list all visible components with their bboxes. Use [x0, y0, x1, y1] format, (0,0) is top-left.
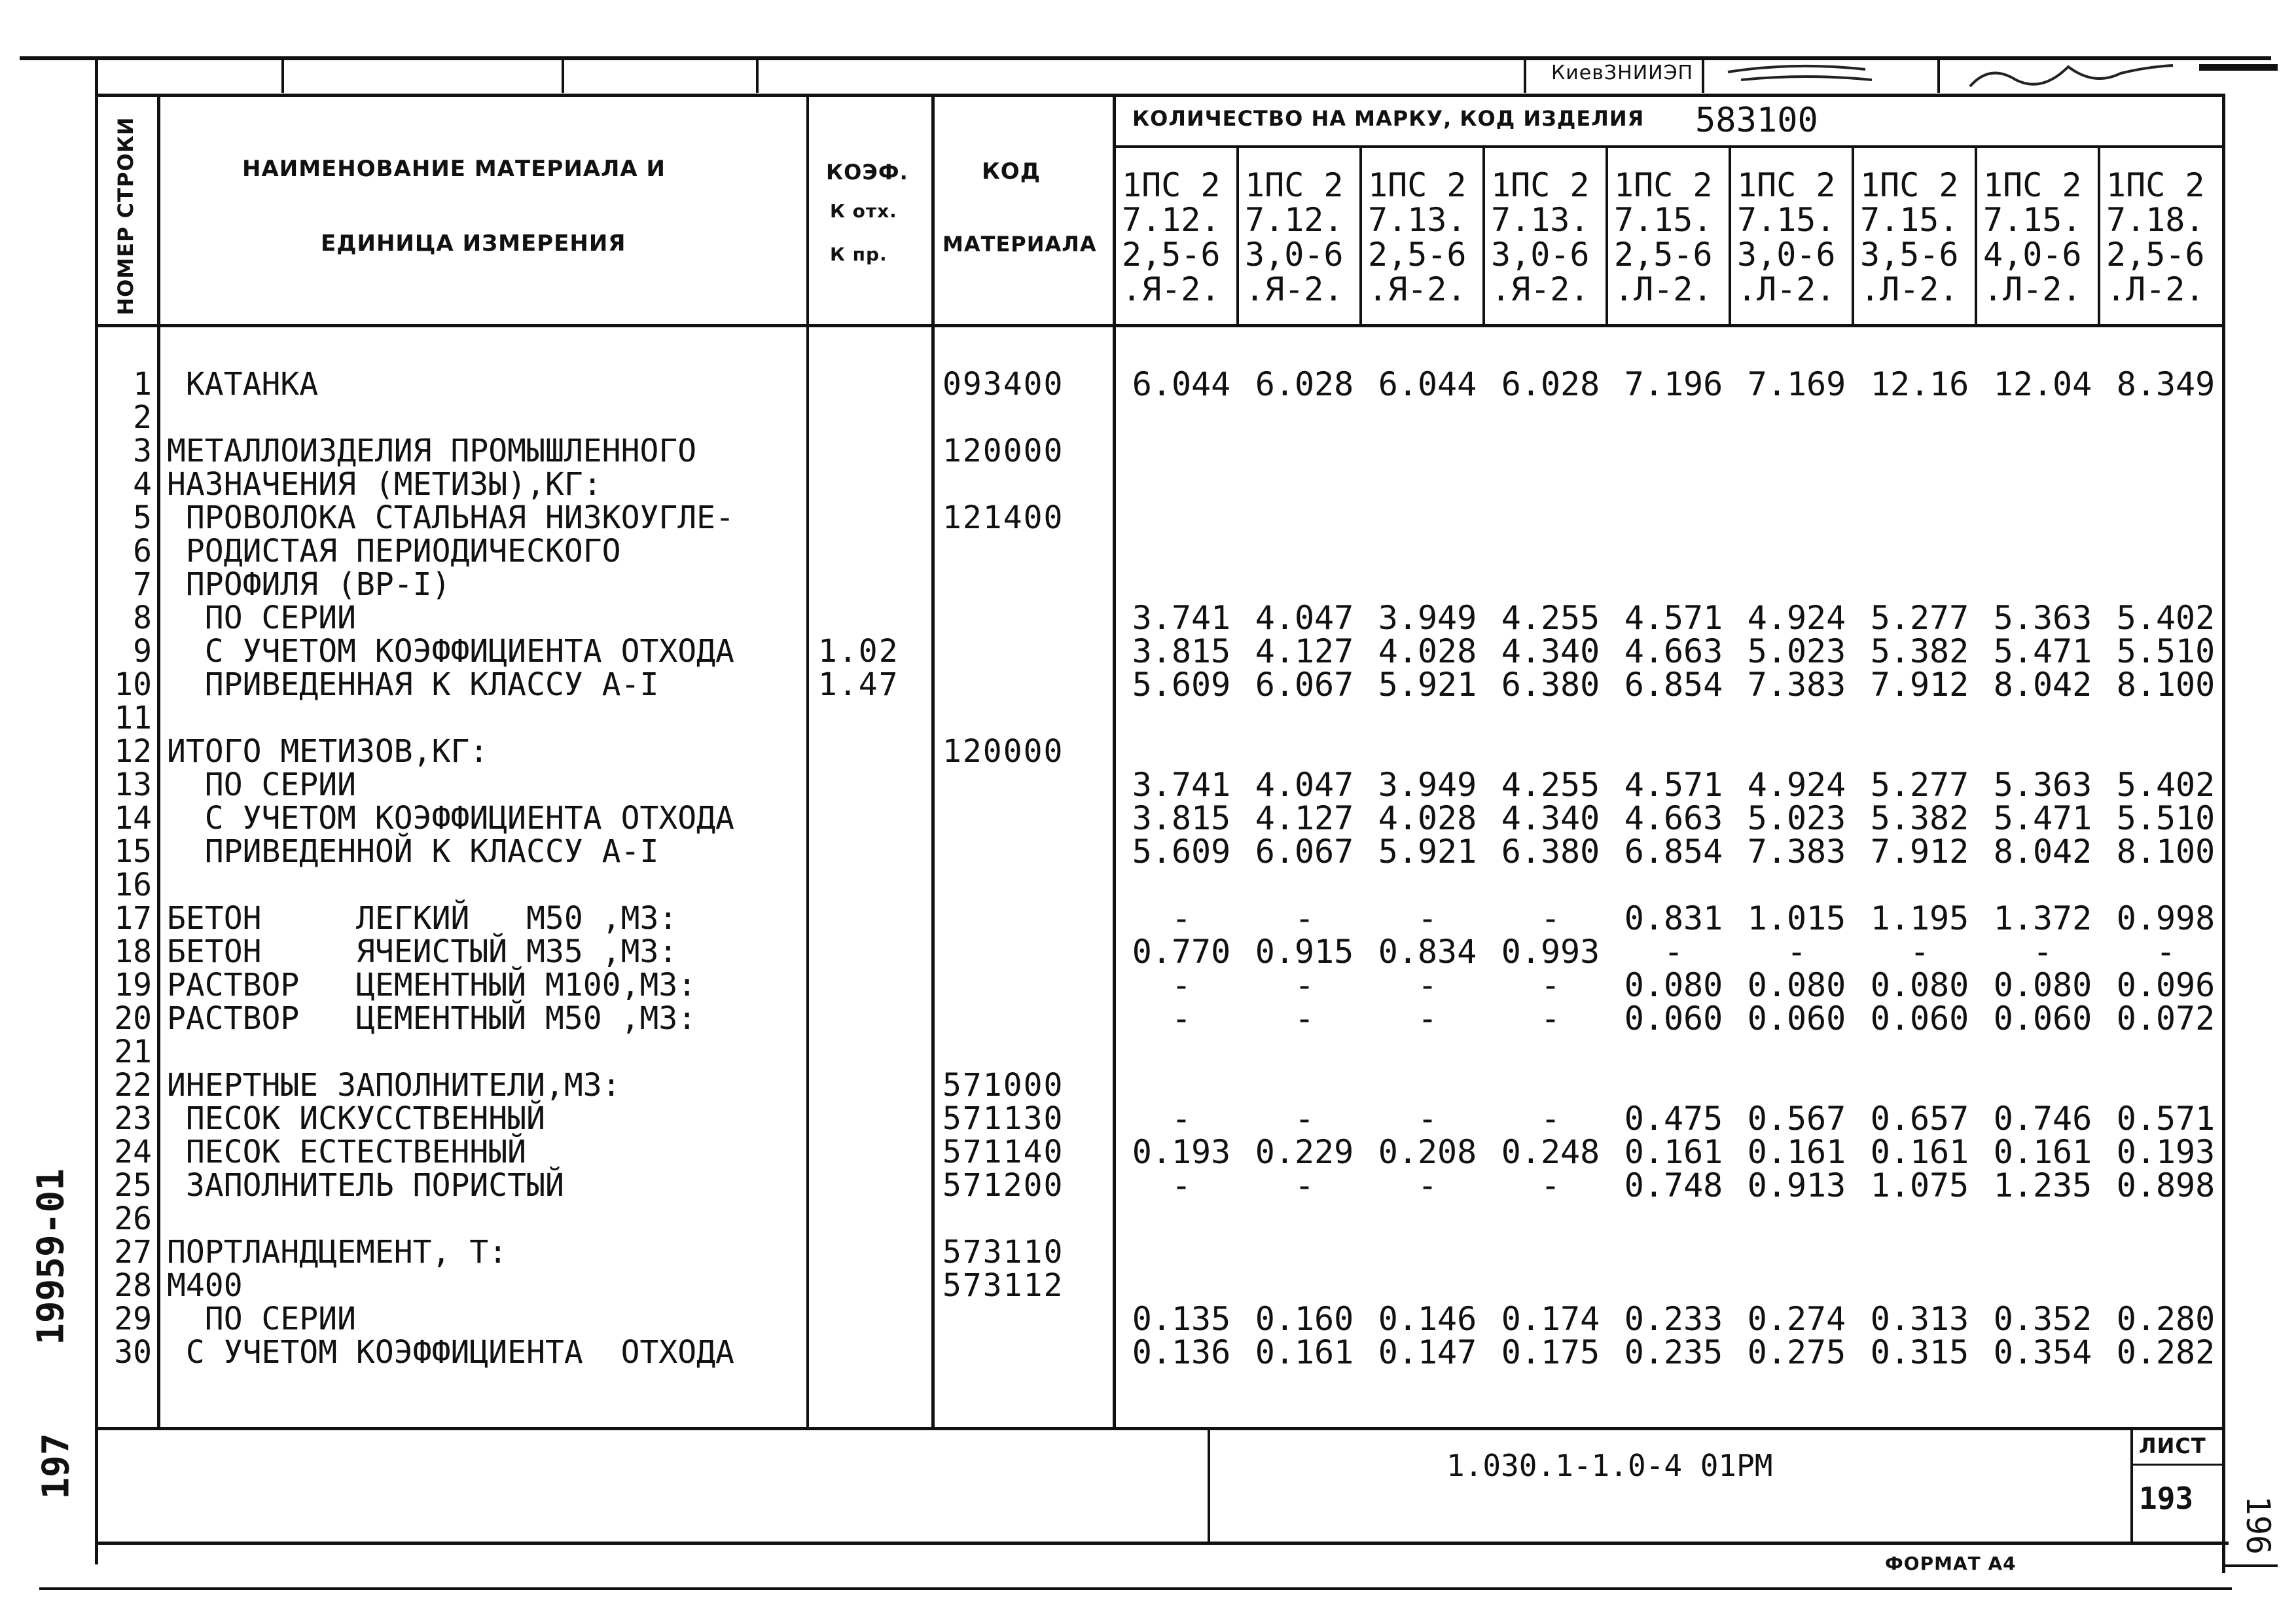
quantity-cell: 8.042	[1993, 833, 2092, 871]
quantity-cell: 0.770	[1132, 933, 1231, 971]
row-number: 5	[133, 499, 152, 536]
material-name: РАСТВОР ЦЕМЕНТНЫЙ М50 ,М3:	[167, 1000, 697, 1037]
material-name: С УЧЕТОМ КОЭФФИЦИЕНТА ОТХОДА	[167, 633, 734, 670]
material-name: С УЧЕТОМ КОЭФФИЦИЕНТА ОТХОДА	[167, 1334, 734, 1371]
row-number: 26	[114, 1200, 152, 1237]
quantity-cell: 0.913	[1747, 1166, 1846, 1204]
quantity-cell: -	[1540, 1166, 1561, 1204]
mark-heading-line: 7.15.	[1983, 201, 2082, 239]
material-name: ИНЕРТНЫЕ ЗАПОЛНИТЕЛИ,М3:	[167, 1067, 621, 1104]
product-code: 583100	[1695, 101, 1818, 140]
mark-heading-line: .Л-2.	[1983, 270, 2082, 308]
quantity-cell: 0.174	[1501, 1300, 1600, 1338]
quantity-cell: 0.993	[1501, 933, 1600, 971]
row-number: 14	[114, 800, 152, 837]
mark-heading-line: .Я-2.	[1491, 270, 1590, 308]
quantity-cell: 5.023	[1747, 632, 1846, 670]
row-number: 29	[114, 1301, 152, 1337]
quantity-cell: 6.028	[1501, 365, 1600, 403]
quantity-cell: 0.748	[1624, 1166, 1723, 1204]
row-number: 3	[133, 433, 152, 469]
quantity-cell: 4.127	[1255, 632, 1354, 670]
material-name: КАТАНКА	[167, 366, 319, 403]
quantity-cell: 1.195	[1870, 899, 1969, 937]
mark-heading-line: 1ПС 2	[1860, 166, 1959, 204]
material-code: 573112	[942, 1267, 1064, 1304]
row-number: 11	[114, 700, 152, 736]
material-name: НАЗНАЧЕНИЯ (МЕТИЗЫ),КГ:	[167, 466, 602, 503]
quantity-cell: -	[1417, 966, 1438, 1004]
quantity-cell: 7.196	[1624, 365, 1723, 403]
side-code: 19959-01	[29, 1168, 73, 1345]
quantity-cell: -	[1171, 899, 1192, 937]
quantity-cell: 5.277	[1870, 766, 1969, 804]
mark-heading-line: 7.13.	[1368, 201, 1467, 239]
quantity-cell: 3.949	[1378, 599, 1477, 637]
quantity-cell: 5.471	[1993, 799, 2092, 837]
quantity-cell: 7.383	[1747, 833, 1846, 871]
format-label: ФОРМАТ А4	[1885, 1553, 2017, 1574]
material-header-line1: НАИМЕНОВАНИЕ МАТЕРИАЛА И	[242, 156, 666, 182]
quantity-cell: 7.169	[1747, 365, 1846, 403]
mark-heading-line: 1ПС 2	[1245, 166, 1344, 204]
quantity-cell: 0.193	[2116, 1133, 2215, 1171]
quantity-cell: 3.815	[1132, 799, 1231, 837]
sheet-number: 193	[2139, 1481, 2194, 1516]
mark-heading-line: .Я-2.	[1122, 270, 1221, 308]
quantity-cell: -	[1909, 933, 1930, 971]
quantity-cell: 0.161	[1870, 1133, 1969, 1171]
mark-heading-line: 3,0-6	[1491, 236, 1590, 274]
signature-mark	[1715, 60, 2186, 93]
mark-heading-line: 7.15.	[1614, 201, 1713, 239]
quantity-cell: 3.815	[1132, 632, 1231, 670]
quantity-cell: 4.663	[1624, 632, 1723, 670]
row-number: 8	[133, 600, 152, 636]
quantity-cell: 4.127	[1255, 799, 1354, 837]
quantity-cell: 0.354	[1993, 1333, 2092, 1371]
row-number: 25	[114, 1167, 152, 1204]
quantity-cell: 7.383	[1747, 666, 1846, 704]
row-number: 20	[114, 1000, 152, 1037]
material-name: ПРОФИЛЯ (ВР-I)	[167, 566, 451, 603]
quantity-cell: 12.16	[1870, 365, 1969, 403]
quantity-cell: 5.609	[1132, 666, 1231, 704]
quantity-cell: 5.921	[1378, 666, 1477, 704]
quantity-cell: 4.047	[1255, 766, 1354, 804]
quantity-cell: 6.044	[1378, 365, 1477, 403]
quantity-cell: 0.136	[1132, 1333, 1231, 1371]
material-code: 120000	[942, 433, 1064, 469]
quantity-cell: 0.161	[1255, 1333, 1354, 1371]
mark-heading-line: 7.12.	[1122, 201, 1221, 239]
material-code: 571200	[942, 1167, 1064, 1204]
quantity-cell: 0.571	[2116, 1100, 2215, 1138]
quantity-cell: 8.100	[2116, 833, 2215, 871]
row-number: 4	[133, 466, 152, 503]
quantity-cell: 4.340	[1501, 632, 1600, 670]
quantity-cell: 0.315	[1870, 1333, 1969, 1371]
quantity-cell: 0.352	[1993, 1300, 2092, 1338]
material-header-line2: ЕДИНИЦА ИЗМЕРЕНИЯ	[321, 230, 626, 257]
mark-heading-line: 4,0-6	[1983, 236, 2082, 274]
quantity-cell: 0.135	[1132, 1300, 1231, 1338]
quantity-cell: -	[1294, 966, 1315, 1004]
material-name: РАСТВОР ЦЕМЕНТНЫЙ М100,М3:	[167, 967, 697, 1003]
material-name: ПРОВОЛОКА СТАЛЬНАЯ НИЗКОУГЛЕ-	[167, 499, 734, 536]
row-number: 16	[114, 867, 152, 903]
quantity-cell: 5.382	[1870, 632, 1969, 670]
quantity-cell: 0.060	[1993, 1000, 2092, 1038]
quantity-cell: 0.275	[1747, 1333, 1846, 1371]
material-name: БЕТОН ЯЧЕИСТЫЙ М35 ,М3:	[167, 933, 678, 970]
quantity-cell: 6.854	[1624, 666, 1723, 704]
mark-heading-line: 3,5-6	[1860, 236, 1959, 274]
quantity-cell: 0.193	[1132, 1133, 1231, 1171]
row-number: 19	[114, 967, 152, 1003]
material-name: ПО СЕРИИ	[167, 1301, 356, 1337]
row-number: 22	[114, 1067, 152, 1104]
quantity-cell: 0.060	[1747, 1000, 1846, 1038]
quantity-cell: 5.402	[2116, 599, 2215, 637]
code-header-line1: КОД	[982, 158, 1041, 185]
quantity-cell: 0.831	[1624, 899, 1723, 937]
material-code: 120000	[942, 733, 1064, 770]
quantity-cell: -	[1540, 1100, 1561, 1138]
material-name: С УЧЕТОМ КОЭФФИЦИЕНТА ОТХОДА	[167, 800, 734, 837]
koef-value: 1.02	[818, 633, 899, 670]
row-number: 12	[114, 733, 152, 770]
quantity-cell: 4.028	[1378, 632, 1477, 670]
mark-heading-line: 7.18.	[2106, 201, 2205, 239]
material-name: ПРИВЕДЕННОЙ К КЛАССУ А-I	[167, 833, 659, 870]
quantity-cell: -	[1540, 1000, 1561, 1038]
material-name: М400	[167, 1267, 243, 1304]
material-name: БЕТОН ЛЕГКИЙ М50 ,М3:	[167, 900, 678, 937]
quantity-cell: 5.277	[1870, 599, 1969, 637]
material-code: 093400	[942, 366, 1064, 403]
quantity-cell: -	[1171, 1000, 1192, 1038]
quantity-cell: 1.015	[1747, 899, 1846, 937]
quantity-cell: 4.028	[1378, 799, 1477, 837]
quantity-cell: 6.067	[1255, 666, 1354, 704]
quantity-cell: 5.382	[1870, 799, 1969, 837]
koef-header-line2: К отх.	[830, 200, 897, 222]
row-number: 21	[114, 1034, 152, 1070]
mark-heading-line: .Л-2.	[2106, 270, 2205, 308]
quantity-cell: -	[2032, 933, 2053, 971]
mark-heading-line: 3,0-6	[1737, 236, 1836, 274]
quantity-cell: 0.161	[1624, 1133, 1723, 1171]
quantity-cell: 5.402	[2116, 766, 2215, 804]
mark-heading-line: 7.15.	[1737, 201, 1836, 239]
row-number: 7	[133, 566, 152, 603]
quantity-cell: 5.510	[2116, 632, 2215, 670]
quantity-cell: 6.380	[1501, 666, 1600, 704]
quantity-cell: 0.147	[1378, 1333, 1477, 1371]
quantity-cell: 4.340	[1501, 799, 1600, 837]
row-number: 15	[114, 833, 152, 870]
quantity-cell: -	[1294, 1100, 1315, 1138]
quantity-cell: 0.160	[1255, 1300, 1354, 1338]
row-number: 17	[114, 900, 152, 937]
mark-heading-line: .Я-2.	[1245, 270, 1344, 308]
quantity-cell: 4.255	[1501, 599, 1600, 637]
quantity-cell: 0.161	[1747, 1133, 1846, 1171]
quantity-cell: 0.274	[1747, 1300, 1846, 1338]
quantity-cell: -	[1294, 1000, 1315, 1038]
row-number: 27	[114, 1234, 152, 1271]
row-number: 28	[114, 1267, 152, 1304]
quantity-cell: -	[1171, 1166, 1192, 1204]
material-code: 573110	[942, 1234, 1064, 1271]
row-number: 30	[114, 1334, 152, 1371]
mark-heading-line: 1ПС 2	[1491, 166, 1590, 204]
quantity-cell: -	[1417, 899, 1438, 937]
code-header-line2: МАТЕРИАЛА	[942, 232, 1097, 257]
row-number: 1	[133, 366, 152, 403]
koef-value: 1.47	[818, 666, 899, 703]
quantity-cell: 6.380	[1501, 833, 1600, 871]
material-code: 571000	[942, 1067, 1064, 1104]
quantity-cell: 0.072	[2116, 1000, 2215, 1038]
mark-heading-line: 1ПС 2	[1737, 166, 1836, 204]
quantity-cell: 0.080	[1870, 966, 1969, 1004]
quantity-cell: 3.741	[1132, 599, 1231, 637]
mark-heading-line: 7.12.	[1245, 201, 1344, 239]
organization-stamp: КиевЗНИИЭП	[1551, 62, 1694, 84]
quantity-cell: 5.609	[1132, 833, 1231, 871]
quantity-cell: 6.028	[1255, 365, 1354, 403]
quantity-cell: 1.075	[1870, 1166, 1969, 1204]
quantity-cell: 0.146	[1378, 1300, 1477, 1338]
quantity-cell: 0.898	[2116, 1166, 2215, 1204]
quantity-cell: -	[1663, 933, 1684, 971]
mark-heading-line: 1ПС 2	[1122, 166, 1221, 204]
quantity-cell: 4.571	[1624, 766, 1723, 804]
mark-heading-line: .Я-2.	[1368, 270, 1467, 308]
document-designation: 1.030.1-1.0-4 01РМ	[1446, 1448, 1773, 1483]
quantity-cell: 1.372	[1993, 899, 2092, 937]
quantity-cell: -	[1417, 1166, 1438, 1204]
quantity-cell: 0.229	[1255, 1133, 1354, 1171]
quantity-cell: 0.657	[1870, 1100, 1969, 1138]
material-code: 571130	[942, 1100, 1064, 1137]
mark-heading-line: 7.13.	[1491, 201, 1590, 239]
quantity-cell: 0.060	[1870, 1000, 1969, 1038]
quantity-cell: -	[1540, 899, 1561, 937]
row-number: 13	[114, 767, 152, 803]
quantity-cell: 0.208	[1378, 1133, 1477, 1171]
quantity-cell: 6.854	[1624, 833, 1723, 871]
quantity-cell: 4.924	[1747, 766, 1846, 804]
mark-heading-line: 3,0-6	[1245, 236, 1344, 274]
mark-heading-line: 7.15.	[1860, 201, 1959, 239]
quantity-cell: -	[2155, 933, 2176, 971]
mark-heading-line: 1ПС 2	[1614, 166, 1713, 204]
quantity-cell: 4.255	[1501, 766, 1600, 804]
quantity-cell: 5.471	[1993, 632, 2092, 670]
mark-heading-line: 1ПС 2	[1983, 166, 2082, 204]
quantity-cell: 7.912	[1870, 833, 1969, 871]
row-number: 24	[114, 1134, 152, 1170]
quantity-cell: 12.04	[1993, 365, 2092, 403]
material-name: ПО СЕРИИ	[167, 767, 356, 803]
quantity-cell: 0.233	[1624, 1300, 1723, 1338]
quantity-cell: 7.912	[1870, 666, 1969, 704]
quantity-cell: 8.349	[2116, 365, 2215, 403]
material-name: ПОРТЛАНДЦЕМЕНТ, Т:	[167, 1234, 508, 1271]
koef-header-line3: К пр.	[830, 244, 888, 265]
quantity-cell: 5.023	[1747, 799, 1846, 837]
quantity-cell: 0.834	[1378, 933, 1477, 971]
quantity-cell: 5.363	[1993, 599, 2092, 637]
row-number: 2	[133, 399, 152, 436]
quantity-cell: 3.741	[1132, 766, 1231, 804]
quantity-cell: 0.567	[1747, 1100, 1846, 1138]
quantity-cell: 8.100	[2116, 666, 2215, 704]
row-number: 18	[114, 933, 152, 970]
quantity-cell: 4.663	[1624, 799, 1723, 837]
quantity-cell: 5.363	[1993, 766, 2092, 804]
quantity-cell: 6.067	[1255, 833, 1354, 871]
quantity-cell: -	[1294, 899, 1315, 937]
quantity-cell: 5.510	[2116, 799, 2215, 837]
quantity-cell: 0.248	[1501, 1133, 1600, 1171]
mark-heading-line: 1ПС 2	[1368, 166, 1467, 204]
quantity-cell: 3.949	[1378, 766, 1477, 804]
row-number: 9	[133, 633, 152, 670]
quantity-cell: 4.047	[1255, 599, 1354, 637]
quantity-cell: 0.161	[1993, 1133, 2092, 1171]
quantity-cell: -	[1294, 1166, 1315, 1204]
quantity-cell: 0.280	[2116, 1300, 2215, 1338]
material-name: ПРИВЕДЕННАЯ К КЛАССУ А-I	[167, 666, 659, 703]
quantity-cell: 8.042	[1993, 666, 2092, 704]
side-page-right: 196	[2239, 1495, 2277, 1555]
row-number: 6	[133, 533, 152, 569]
quantity-cell: 0.080	[1993, 966, 2092, 1004]
quantity-cell: 0.080	[1747, 966, 1846, 1004]
quantity-cell: -	[1171, 1100, 1192, 1138]
quantity-cell: -	[1171, 966, 1192, 1004]
mark-heading-line: .Л-2.	[1737, 270, 1836, 308]
quantity-cell: 0.080	[1624, 966, 1723, 1004]
quantity-cell: 0.915	[1255, 933, 1354, 971]
mark-heading-line: 2,5-6	[1122, 236, 1221, 274]
koef-header-line1: КОЭФ.	[826, 160, 908, 185]
quantity-cell: 0.235	[1624, 1333, 1723, 1371]
row-number: 23	[114, 1100, 152, 1137]
quantity-cell: 6.044	[1132, 365, 1231, 403]
quantity-cell: -	[1540, 966, 1561, 1004]
quantity-cell: 0.096	[2116, 966, 2215, 1004]
quantity-cell: 0.175	[1501, 1333, 1600, 1371]
quantity-header: КОЛИЧЕСТВО НА МАРКУ, КОД ИЗДЕЛИЯ	[1132, 106, 1645, 131]
mark-heading-line: 1ПС 2	[2106, 166, 2205, 204]
material-name: ИТОГО МЕТИЗОВ,КГ:	[167, 733, 489, 770]
mark-heading-line: 2,5-6	[1368, 236, 1467, 274]
quantity-cell: 5.921	[1378, 833, 1477, 871]
quantity-cell: -	[1786, 933, 1807, 971]
material-name: ПЕСОК ЕСТЕСТВЕННЫЙ	[167, 1134, 527, 1170]
material-code: 571140	[942, 1134, 1064, 1170]
quantity-cell: 0.282	[2116, 1333, 2215, 1371]
quantity-cell: -	[1417, 1100, 1438, 1138]
material-name: ПО СЕРИИ	[167, 600, 356, 636]
quantity-cell: 0.746	[1993, 1100, 2092, 1138]
quantity-cell: 0.060	[1624, 1000, 1723, 1038]
quantity-cell: 0.998	[2116, 899, 2215, 937]
quantity-cell: 0.313	[1870, 1300, 1969, 1338]
quantity-cell: -	[1417, 1000, 1438, 1038]
material-name: МЕТАЛЛОИЗДЕЛИЯ ПРОМЫШЛЕННОГО	[167, 433, 697, 469]
material-name: РОДИСТАЯ ПЕРИОДИЧЕСКОГО	[167, 533, 621, 569]
mark-heading-line: 2,5-6	[1614, 236, 1713, 274]
side-page-left: 197	[35, 1433, 78, 1500]
quantity-cell: 0.475	[1624, 1100, 1723, 1138]
quantity-cell: 1.235	[1993, 1166, 2092, 1204]
mark-heading-line: 2,5-6	[2106, 236, 2205, 274]
material-code: 121400	[942, 499, 1064, 536]
material-name: ЗАПОЛНИТЕЛЬ ПОРИСТЫЙ	[167, 1167, 564, 1204]
mark-heading-line: .Л-2.	[1614, 270, 1713, 308]
mark-heading-line: .Л-2.	[1860, 270, 1959, 308]
quantity-cell: 4.571	[1624, 599, 1723, 637]
row-number: 10	[114, 666, 152, 703]
row-number-header: НОМЕР СТРОКИ	[113, 117, 138, 316]
quantity-cell: 4.924	[1747, 599, 1846, 637]
sheet-label: ЛИСТ	[2139, 1434, 2206, 1458]
material-name: ПЕСОК ИСКУССТВЕННЫЙ	[167, 1100, 545, 1137]
